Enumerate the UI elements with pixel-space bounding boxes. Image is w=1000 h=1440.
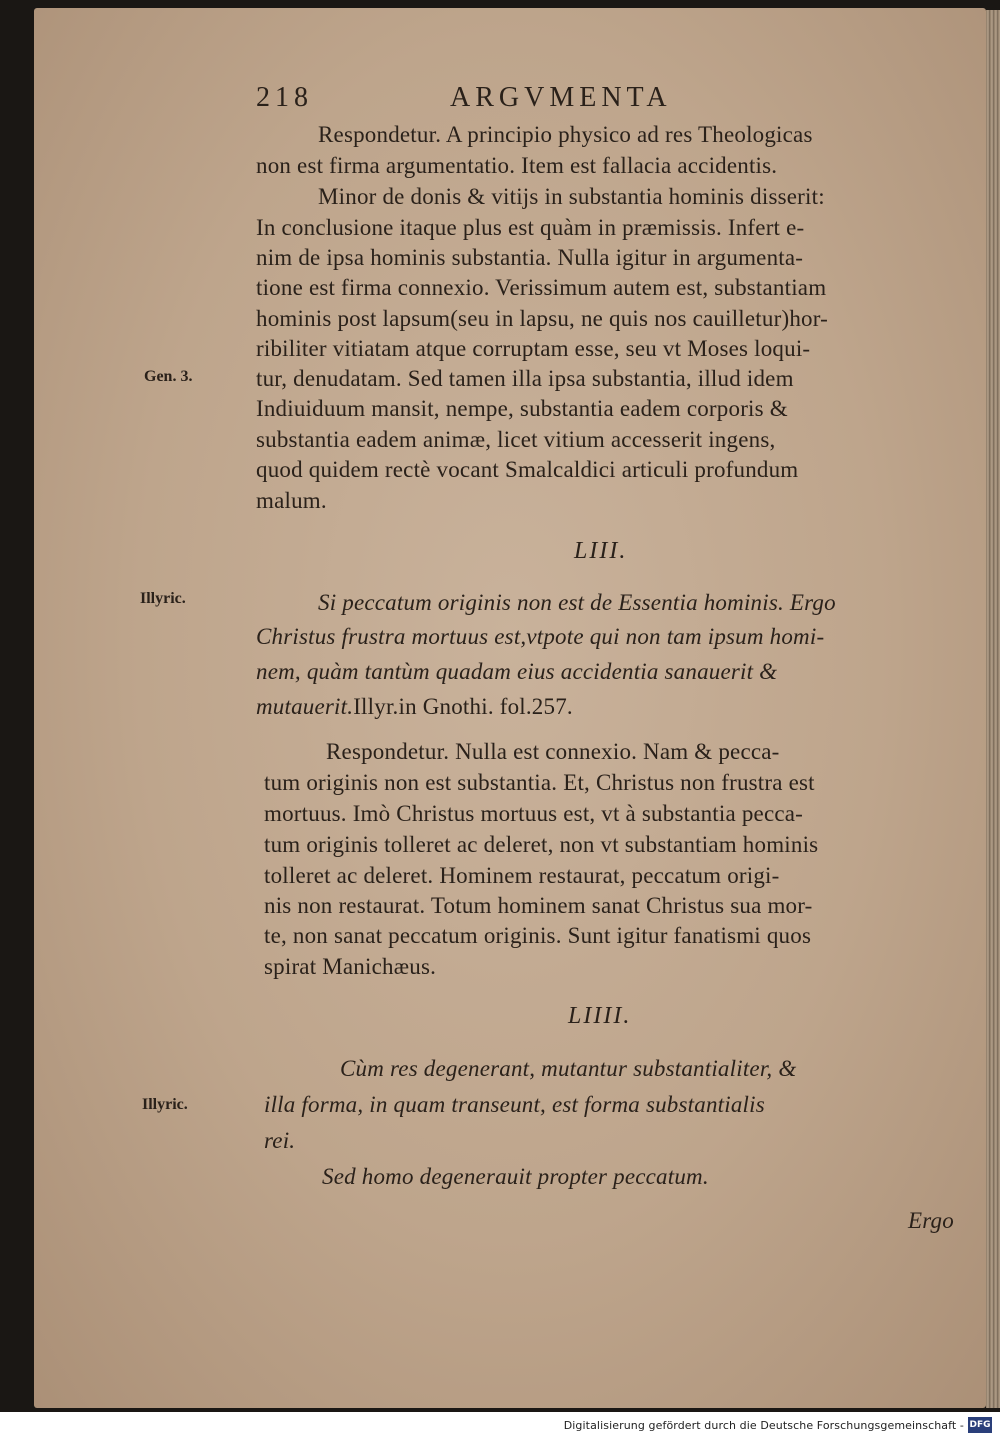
text-line: Indiuiduum mansit, nempe, substantia eadem corporis & [256,396,788,421]
text-line: In conclusione itaque plus est quàm in præmissis. Infert e- [256,215,805,240]
text-line-italic: illa forma, in quam transeunt, est forma substantialis [264,1092,765,1117]
digitization-credit: Digitalisierung gefördert durch die Deutsche Forschungsgemeinschaft - [563,1419,964,1432]
text-line-mixed [256,694,573,720]
text-line-italic: rei. [264,1128,296,1153]
text-line: quod quidem rectè vocant Smalcaldici articuli profundum [256,457,799,482]
text-line: ribiliter vitiatam atque corruptam esse, seu vt Moses loqui- [256,336,811,361]
section-heading: LIIII. [568,1003,632,1029]
text-line: tum originis tolleret ac deleret, non vt substantiam hominis [264,832,819,857]
catchword: Ergo [908,1208,954,1233]
text-line: te, non sanat peccatum originis. Sunt igitur fanatismi quos [264,923,812,948]
text-line-italic: Sed homo degenerauit propter peccatum. [322,1164,709,1189]
footer-bar [0,1412,1000,1440]
margin-note-genesis: Gen. 3. [144,368,193,385]
margin-note-illyric-2: Illyric. [142,1096,188,1113]
text-line: non est firma argumentatio. Item est fallacia accidentis. [256,153,778,178]
page-number: 218 [256,82,313,113]
text-line: tur, denudatam. Sed tamen illa ipsa substantia, illud idem [256,366,794,391]
text-line: malum. [256,488,327,513]
text-line-italic: Si peccatum originis non est de Essentia hominis. Ergo [318,590,836,615]
text-line: Respondetur. A principio physico ad res Theologicas [318,122,813,147]
section-heading: LIII. [574,538,628,564]
running-title: ARGVMENTA [450,82,672,113]
text-line: nim de ipsa hominis substantia. Nulla igitur in argumenta- [256,245,804,270]
text-line: spirat Manichæus. [264,954,437,979]
text-line: Minor de donis & vitijs in substantia hominis disserit: [318,184,825,209]
text-line: Respondetur. Nulla est connexio. Nam & pecca- [326,739,780,764]
text-line: nis non restaurat. Totum hominem sanat Christus sua mor- [264,893,813,918]
citation-reference: Illyr.in Gnothi. fol.257. [353,694,573,719]
text-line: hominis post lapsum(seu in lapsu, ne quis nos cauilletur)hor- [256,306,828,331]
text-line: tione est firma connexio. Verissimum autem est, substantiam [256,275,827,300]
margin-note-illyric-1: Illyric. [140,590,186,607]
text-line: substantia eadem animæ, licet vitium accesserit ingens, [256,427,776,452]
text-line: tum originis non est substantia. Et, Christus non frustra est [264,770,815,795]
text-line: mortuus. Imò Christus mortuus est, vt à substantia pecca- [264,801,804,826]
dfg-logo: DFG [968,1417,992,1433]
text-line-italic: nem, quàm tantùm quadam eius accidentia sanauerit & [256,659,778,684]
text-line-italic: Cùm res degenerant, mutantur substantialiter, & [340,1056,797,1081]
page-edge [986,10,1000,1408]
text-line: tolleret ac deleret. Hominem restaurat, peccatum origi- [264,863,780,888]
text-fragment-italic: mutauerit. [256,694,354,719]
text-line-italic: Christus frustra mortuus est,vtpote qui non tam ipsum homi- [256,624,825,649]
